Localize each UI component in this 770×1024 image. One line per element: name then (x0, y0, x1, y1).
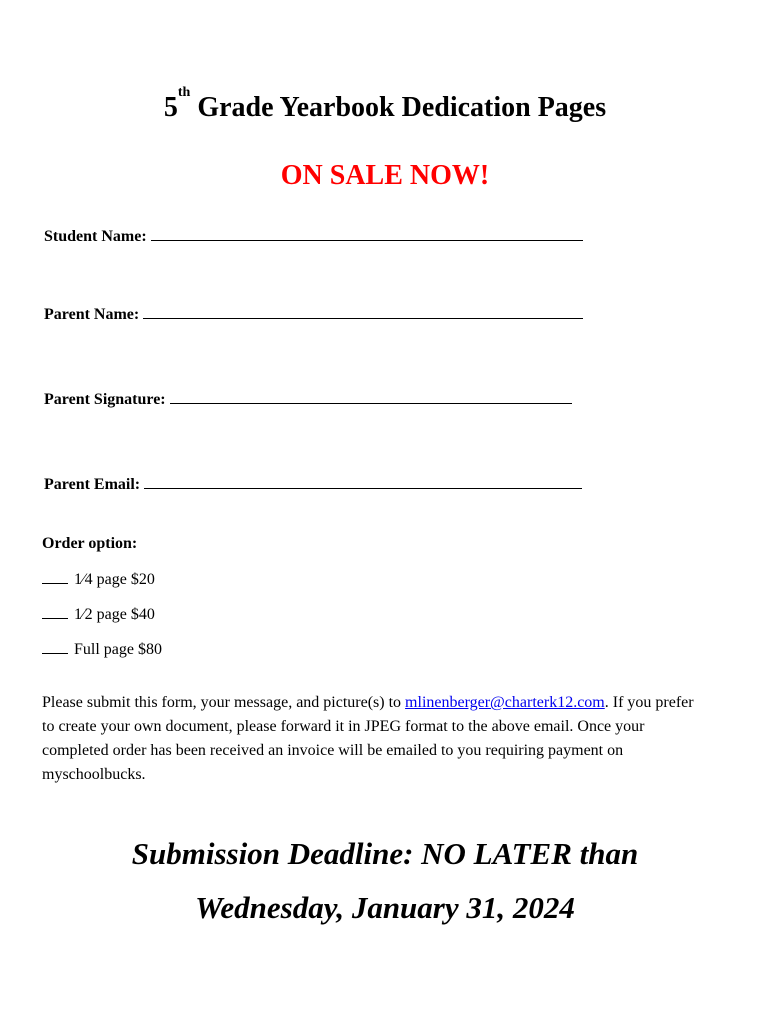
order-option-full[interactable] (42, 640, 162, 659)
checkbox-blank[interactable] (42, 570, 68, 584)
deadline-line-2: Wednesday, January 31, 2024 (195, 890, 575, 925)
parent-email-label: Parent Email: (44, 476, 141, 493)
parent-name-field[interactable] (44, 304, 583, 324)
title-text: Grade Yearbook Dedication Pages (190, 92, 607, 123)
instructions-paragraph (42, 691, 702, 787)
parent-email-field[interactable] (44, 474, 582, 494)
parent-signature-label: Parent Signature: (44, 391, 166, 408)
instructions-after-link: . If you prefer to create your own document, please forward it in JPEG format to the above email. Once your completed order has been received an invoice will be emailed to you requiring payment on myschoolbucks. (42, 694, 694, 783)
parent-signature-line[interactable] (170, 389, 572, 404)
sale-banner: ON SALE NOW! (280, 160, 490, 191)
title-grade-number: 5 (163, 92, 178, 123)
checkbox-blank[interactable] (42, 605, 68, 619)
instructions-before-link: Please submit this form, your message, and picture(s) to (42, 694, 406, 711)
student-name-line[interactable] (151, 226, 583, 241)
page-title (0, 85, 770, 124)
student-name-label: Student Name: (44, 228, 147, 245)
parent-signature-field[interactable] (44, 389, 572, 409)
order-option-label-text: Full page $80 (74, 641, 162, 658)
order-option-half[interactable] (42, 605, 155, 624)
email-link[interactable]: mlinenberger@charterk12.com (405, 694, 605, 711)
checkbox-blank[interactable] (42, 640, 68, 654)
parent-name-line[interactable] (143, 304, 583, 319)
student-name-field[interactable] (44, 226, 583, 246)
order-option-label-text: 1⁄4 page $20 (74, 571, 155, 588)
parent-name-label: Parent Name: (44, 306, 140, 323)
order-option-quarter[interactable] (42, 570, 155, 589)
parent-email-line[interactable] (144, 474, 582, 489)
title-superscript: th (177, 85, 191, 100)
deadline-line-1: Submission Deadline: NO LATER than (131, 836, 639, 871)
order-option-label: Order option: (42, 535, 138, 552)
order-option-label-text: 1⁄2 page $40 (74, 606, 155, 623)
